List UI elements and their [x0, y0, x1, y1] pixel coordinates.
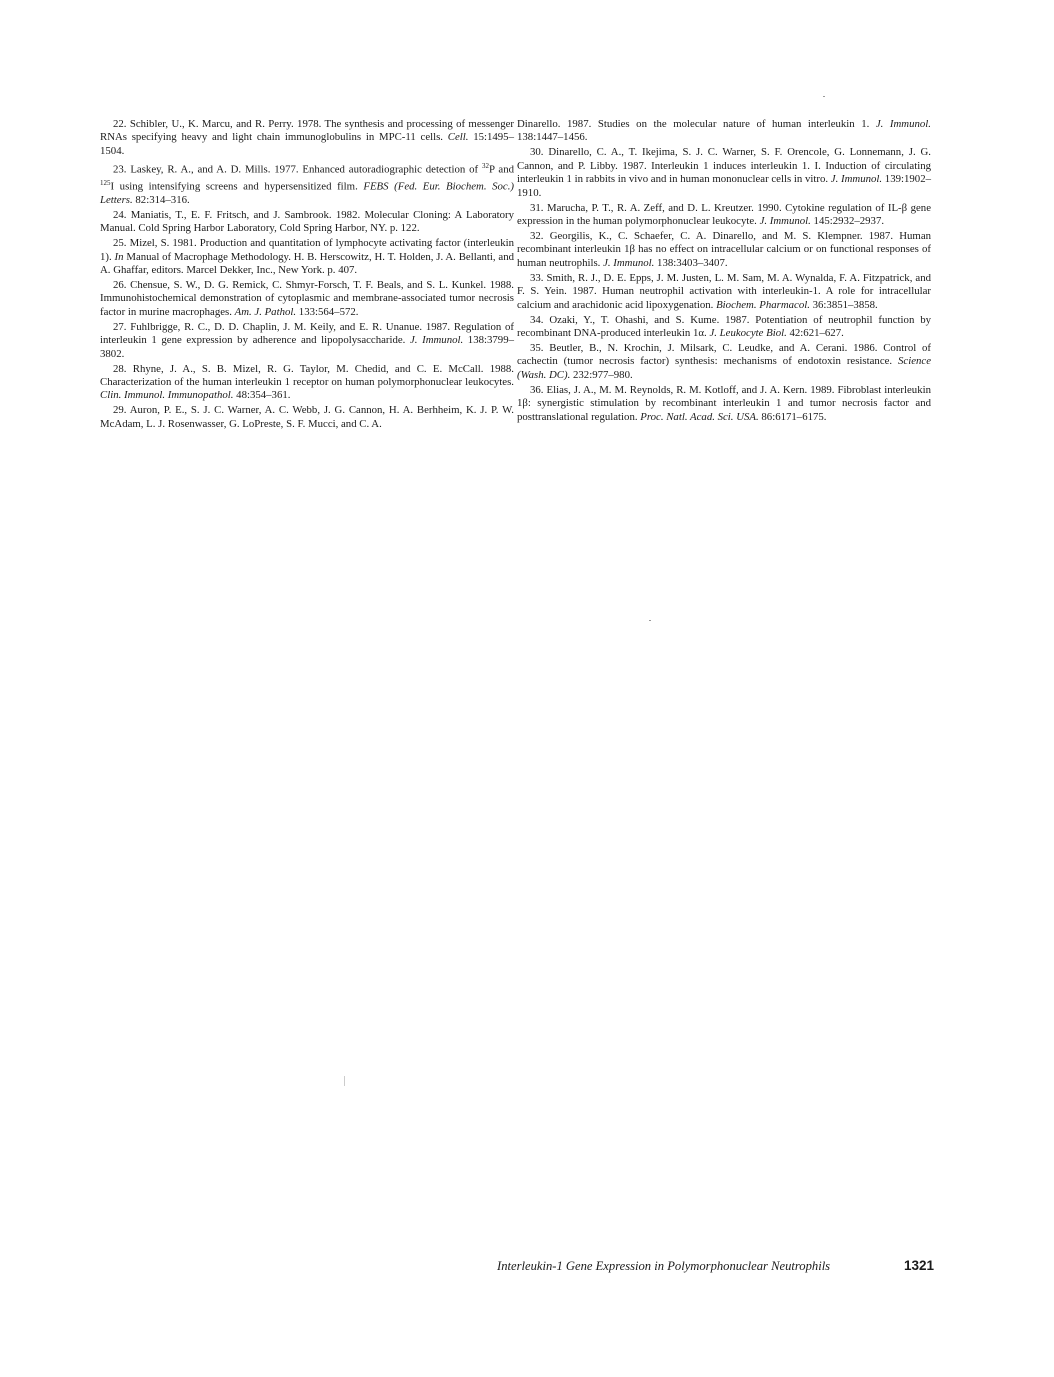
- reference-text: 139:1902–1910.: [517, 173, 931, 199]
- journal-name: J. Immunol.: [759, 215, 811, 228]
- journal-name: J. Immunol.: [830, 173, 883, 186]
- reference-entry: [100, 321, 514, 361]
- reference-text: Beutler, B., N. Krochin, J. Milsark, C. Leudke, and A. Cerani. 1986. Control of cachectin (tumor necrosis factor) synthesis: mechanisms of endotoxin resistance.: [517, 342, 931, 368]
- reference-number: 24.: [113, 208, 127, 221]
- reference-text: 32: [481, 161, 489, 170]
- reference-text: Ozaki, Y., T. Ohashi, and S. Kume. 1987. Potentiation of neutrophil function by recombinant DNA-produced interleukin 1α.: [517, 313, 931, 340]
- reference-number: 23.: [113, 163, 127, 176]
- journal-name: J. Leukocyte Biol.: [709, 327, 787, 340]
- reference-text: 48:354–361.: [233, 389, 291, 402]
- reference-text: Elias, J. A., M. M. Reynolds, R. M. Kotloff, and J. A. Kern. 1989. Fibroblast interleukin 1β: synergistic stimulation by recombinant interleukin 1 and tumor necrosis factor and posttranslational regulation.: [517, 383, 931, 423]
- reference-text: Schibler, U., K. Marcu, and R. Perry. 1978. The synthesis and processing of messenger RNAs specifying heavy and light chain immunoglobulins in MPC-11 cells.: [100, 118, 514, 144]
- reference-text: Georgilis, K., C. Schaefer, C. A. Dinarello, and M. S. Klempner. 1987. Human recombinant interleukin 1β has no effect on intracellular calcium or on functional responses of human neutrophils.: [517, 230, 932, 269]
- reference-number: 32.: [530, 230, 544, 243]
- reference-text: Mizel, S. 1981. Production and quantitation of lymphocyte activating factor (interleukin 1).: [100, 237, 514, 263]
- page-footer: [497, 1259, 934, 1274]
- reference-entry: [517, 230, 931, 270]
- reference-text: I using intensifying screens and hypersensitized film.: [110, 180, 364, 193]
- reference-number: 34.: [530, 313, 544, 326]
- reference-text: 138:1447–1456.: [517, 131, 588, 144]
- reference-text: Maniatis, T., E. F. Fritsch, and J. Sambrook. 1982. Molecular Cloning: A Laboratory Manual. Cold Spring Harbor Laboratory, Cold Spring Harbor, NY. p. 122.: [100, 208, 514, 235]
- reference-entry: [100, 279, 514, 319]
- reference-text: 15:1495–1504.: [100, 131, 514, 157]
- reference-text: 145:2932–2937.: [810, 215, 885, 228]
- reference-number: 33.: [530, 271, 544, 284]
- reference-number: 27.: [113, 320, 127, 333]
- reference-entry: [100, 363, 514, 403]
- scan-speck: [649, 620, 651, 621]
- reference-text: 86:6171–6175.: [758, 410, 827, 423]
- reference-entry: [517, 384, 931, 424]
- page-number: 1321: [903, 1258, 934, 1273]
- reference-text: 82:314–316.: [132, 193, 190, 206]
- reference-text: Rhyne, J. A., S. B. Mizel, R. G. Taylor, M. Chedid, and C. E. McCall. 1988. Characterization of the human interleukin 1 receptor on human polymorphonuclear leukocytes.: [100, 362, 514, 389]
- journal-name: J. Immunol.: [603, 256, 655, 269]
- reference-number: 31.: [530, 201, 544, 214]
- running-title: Interleukin-1 Gene Expression in Polymorphonuclear Neutrophils: [497, 1259, 831, 1273]
- scan-speck: [823, 96, 825, 97]
- reference-text: Auron, P. E., S. J. C. Warner, A. C. Webb, J. G. Cannon, H. A. Berhheim, K. J. P. W. McAdam, L. J. Rosenwasser, G. LoPreste, S. F. Mucci, and C. A.: [100, 404, 514, 430]
- reference-entry: [517, 342, 931, 382]
- reference-text: 42:621–627.: [786, 327, 844, 340]
- journal-name: In: [114, 250, 124, 263]
- reference-text: 125: [100, 178, 111, 187]
- reference-entry: [100, 237, 514, 277]
- journal-name: FEBS (Fed. Eur. Biochem. Soc.) Letters.: [100, 180, 514, 206]
- reference-number: 30.: [530, 146, 544, 159]
- journal-name: Biochem. Pharmacol.: [716, 298, 810, 311]
- reference-number: 28.: [113, 362, 127, 375]
- reference-number: 35.: [530, 342, 544, 355]
- reference-text: Dinarello, C. A., T. Ikejima, S. J. C. Warner, S. F. Orencole, G. Lonnemann, J. G. Cannon, and P. Libby. 1987. Interleukin 1 induces interleukin 1. I. Induction of circulating interleukin 1 in rabbits in vivo and in human mononuclear cells in vitro.: [517, 146, 931, 186]
- journal-name: Am. J. Pathol.: [234, 305, 297, 318]
- journal-name: Proc. Natl. Acad. Sci. USA.: [640, 410, 759, 423]
- journal-name: J. Immunol.: [410, 334, 464, 347]
- journal-name: J. Immunol.: [875, 118, 931, 130]
- reference-entry: [100, 209, 514, 236]
- reference-entry: [517, 146, 931, 200]
- reference-number: 22.: [113, 118, 127, 130]
- reference-text: Marucha, P. T., R. A. Zeff, and D. L. Kreutzer. 1990. Cytokine regulation of IL-β gene expression in the human polymorphonuclear leukocyte.: [517, 201, 931, 228]
- reference-entry: [517, 118, 931, 145]
- journal-name: Cell.: [447, 131, 469, 144]
- journal-name: Science (Wash. DC).: [517, 355, 931, 381]
- journal-name: Clin. Immunol. Immunopathol.: [100, 389, 234, 402]
- references-left-column: [100, 118, 514, 433]
- reference-text: Smith, R. J., D. E. Epps, J. M. Justen, L. M. Sam, M. A. Wynalda, F. A. Fitzpatrick, and F. S. Yein. 1987. Human neutrophil activation with interleukin-1. A role for intracellular calcium and arachidonic acid lipoxygenation.: [517, 271, 931, 311]
- reference-entry: [517, 272, 931, 312]
- reference-entry: [100, 118, 514, 158]
- reference-text: 138:3799–3802.: [100, 334, 514, 360]
- reference-text: P and: [488, 163, 514, 176]
- reference-text: Laskey, R. A., and A. D. Mills. 1977. Enhanced autoradiographic detection of: [130, 163, 482, 176]
- reference-text: Manual of Macrophage Methodology. H. B. Herscowitz, H. T. Holden, J. A. Bellanti, and A. Ghaffar, editors. Marcel Dekker, Inc., New York. p. 407.: [100, 250, 514, 277]
- reference-entry: [517, 202, 931, 229]
- reference-text: 232:977–980.: [570, 368, 633, 381]
- reference-text: 133:564–572.: [296, 305, 359, 318]
- reference-text: Chensue, S. W., D. G. Remick, C. Shmyr-Forsch, T. F. Beals, and S. L. Kunkel. 1988. Immunohistochemical demonstration of cytoplasmic and membrane-associated tumor necrosis factor in murine macrophages.: [100, 279, 514, 318]
- reference-entry: [100, 404, 514, 431]
- reference-number: 29.: [113, 404, 127, 417]
- reference-text: 138:3403–3407.: [654, 256, 728, 269]
- reference-entry: [100, 160, 514, 207]
- reference-text: Dinarello. 1987. Studies on the molecular nature of human interleukin 1.: [517, 118, 876, 130]
- scan-mark: [344, 1076, 345, 1086]
- reference-text: 36:3851–3858.: [809, 298, 878, 311]
- reference-text: Fuhlbrigge, R. C., D. D. Chaplin, J. M. Keily, and E. R. Unanue. 1987. Regulation of interleukin 1 gene expression by adherence and lipopolysaccharide.: [100, 320, 514, 347]
- reference-number: 25.: [113, 237, 127, 250]
- reference-number: 36.: [530, 383, 544, 396]
- references-right-column: [517, 118, 931, 426]
- reference-entry: [517, 314, 931, 341]
- reference-number: 26.: [113, 279, 127, 292]
